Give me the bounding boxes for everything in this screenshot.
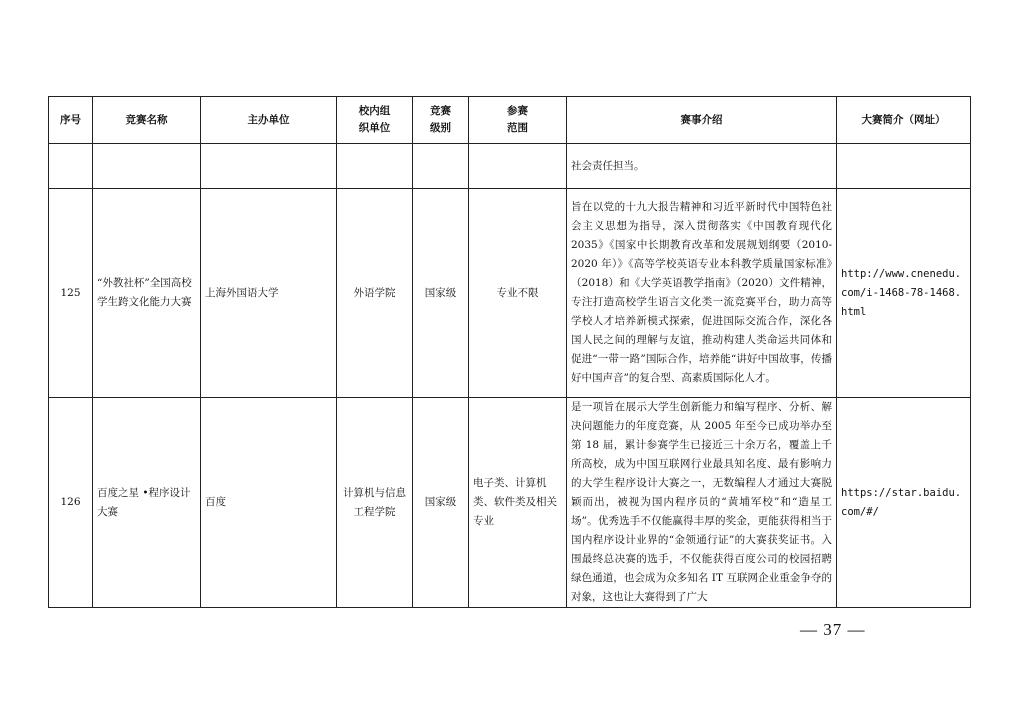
header-url: 大赛简介（网址） xyxy=(837,97,971,144)
header-host: 主办单位 xyxy=(201,97,337,144)
cell-empty xyxy=(837,144,971,189)
header-intro: 赛事介绍 xyxy=(567,97,837,144)
header-scope-line2: 范围 xyxy=(507,122,528,134)
cell-intro: 旨在以党的十九大报告精神和习近平新时代中国特色社会主义思想为指导，深入贯彻落实《中国教育现代化 2035》《国家中长期教育改革和发展规划纲要（2010-2020 年）》《高等学校英语专业本科教学质量国家标准》（2018）和《大学英语教学指南》（2020）文件精神，专注打造高校学生语言文化类一流竞赛平台，助力高等学校人才培养新模式探索，促进国际交流合作，深化各国人民之间的理解与友谊，推动构建人类命运共同体和促进“一带一路”国际合作，培养能“讲好中国故事，传播好中国声音”的复合型、高素质国际化人才。 xyxy=(567,189,837,398)
cell-host: 上海外国语大学 xyxy=(201,189,337,398)
cell-url: https://star.baidu.com/#/ xyxy=(837,398,971,608)
header-name: 竞赛名称 xyxy=(93,97,201,144)
page-number: — 37 — xyxy=(800,620,866,639)
table-row xyxy=(49,189,971,398)
table-row-continued xyxy=(49,144,971,189)
cell-empty xyxy=(469,144,567,189)
cell-name: 百度之星 •程序设计大赛 xyxy=(93,398,201,608)
header-row xyxy=(49,97,971,144)
cell-scope: 电子类、计算机类、软件类及相关专业 xyxy=(469,398,567,608)
competition-table xyxy=(48,96,971,608)
header-level-line1: 竞赛 xyxy=(430,105,451,117)
header-level xyxy=(413,97,469,144)
header-org-line1: 校内组 xyxy=(358,105,391,117)
header-scope-line1: 参赛 xyxy=(507,105,528,117)
cell-scope: 专业不限 xyxy=(469,189,567,398)
cell-host: 百度 xyxy=(201,398,337,608)
cell-level: 国家级 xyxy=(413,398,469,608)
cell-org: 计算机与信息工程学院 xyxy=(337,398,413,608)
cell-empty xyxy=(201,144,337,189)
cell-empty xyxy=(93,144,201,189)
cell-intro: 是一项旨在展示大学生创新能力和编写程序、分析、解决问题能力的年度竞赛，从 2005 年至今已成功举办至第 18 届，累计参赛学生已接近三十余万名，覆盖上千所高校，成为中国互联网行业最具知名度、最有影响力的大学生程序设计大赛之一，无数编程人才通过大赛脱颖而出，被视为国内程序员的“黄埔军校”和“造星工场”。优秀选手不仅能赢得丰厚的奖金，更能获得相当于国内程序设计业界的“金领通行证”的大赛获奖证书。入围最终总决赛的选手，不仅能获得百度公司的校园招聘绿色通道，也会成为众多知名 IT 互联网企业重金争夺的对象，这也让大赛得到了广大 xyxy=(567,398,837,608)
header-org-line2: 织单位 xyxy=(358,122,391,134)
cell-empty xyxy=(49,144,93,189)
cell-url: http://www.cnenedu.com/i-1468-78-1468.html xyxy=(837,189,971,398)
header-seq: 序号 xyxy=(49,97,93,144)
header-scope xyxy=(469,97,567,144)
cell-intro: 社会责任担当。 xyxy=(567,144,837,189)
cell-empty xyxy=(413,144,469,189)
header-level-line2: 级别 xyxy=(430,122,451,134)
table-row xyxy=(49,398,971,608)
cell-seq: 125 xyxy=(49,189,93,398)
cell-org: 外语学院 xyxy=(337,189,413,398)
header-org xyxy=(337,97,413,144)
cell-level: 国家级 xyxy=(413,189,469,398)
cell-seq: 126 xyxy=(49,398,93,608)
cell-name: “外教社杯”全国高校学生跨文化能力大赛 xyxy=(93,189,201,398)
cell-empty xyxy=(337,144,413,189)
